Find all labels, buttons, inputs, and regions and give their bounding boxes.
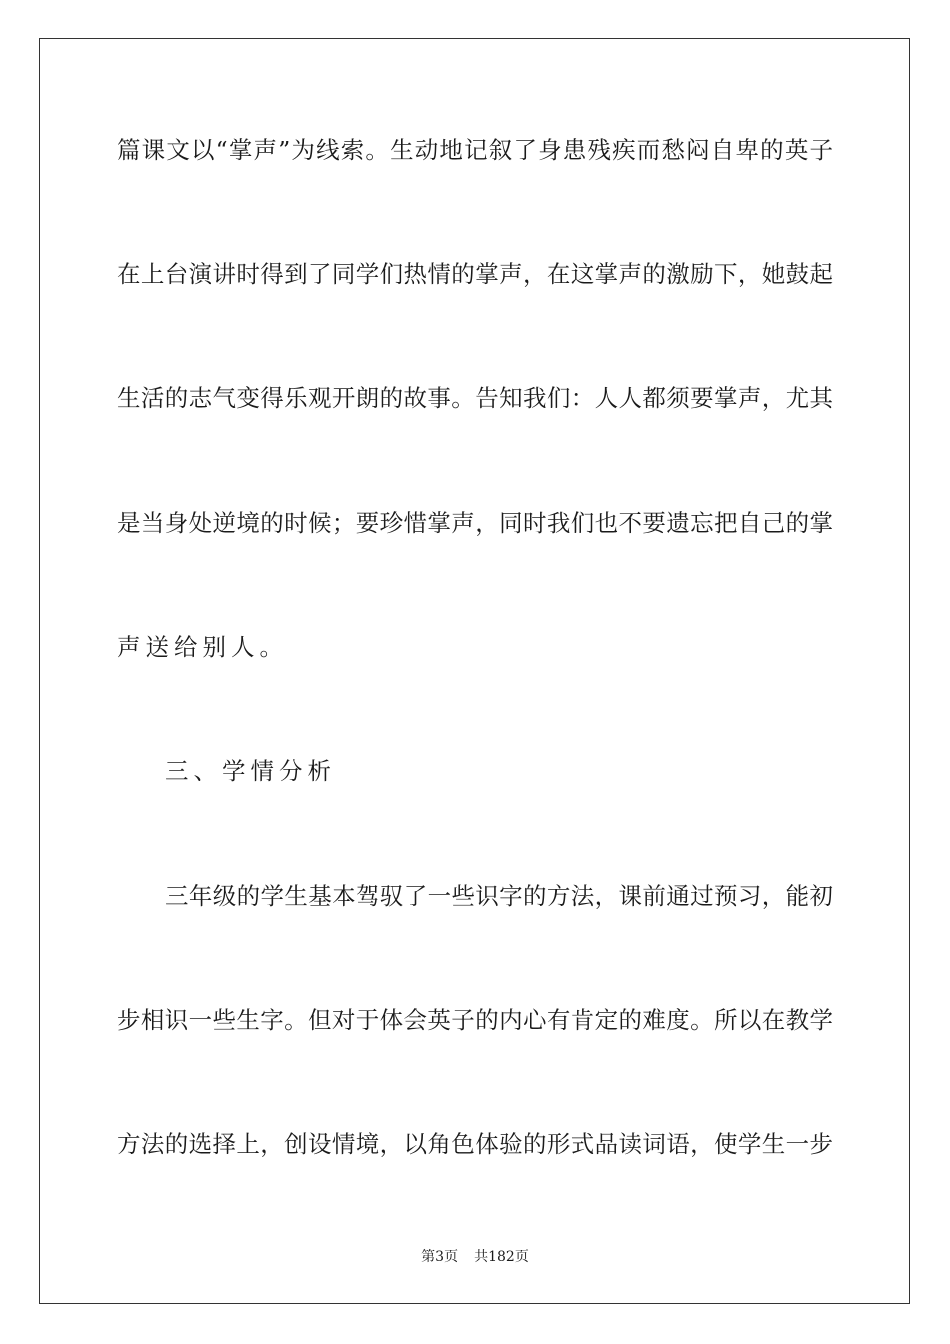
page-footer bbox=[0, 1245, 950, 1269]
page-border bbox=[39, 38, 910, 1304]
paragraph-line-1: 篇课文以“掌声”为线索。生动地记叙了身患残疾而愁闷自卑的英子 bbox=[117, 136, 833, 164]
paragraph2-line-3: 方法的选择上，创设情境，以角色体验的形式品读词语，使学生一步 bbox=[117, 1130, 833, 1158]
paragraph-line-5: 声送给别人。 bbox=[117, 633, 288, 661]
page-total: 共182页 bbox=[474, 1249, 529, 1265]
page-number: 第3页 bbox=[421, 1249, 459, 1265]
paragraph-line-2: 在上台演讲时得到了同学们热情的掌声，在这掌声的激励下，她鼓起 bbox=[117, 260, 833, 288]
paragraph-line-4: 是当身处逆境的时候；要珍惜掌声，同时我们也不要遗忘把自己的掌 bbox=[117, 509, 833, 537]
paragraph2-line-1: 三年级的学生基本驾驭了一些识字的方法，课前通过预习，能初 bbox=[165, 882, 833, 910]
paragraph2-line-2: 步相识一些生字。但对于体会英子的内心有肯定的难度。所以在教学 bbox=[117, 1006, 833, 1034]
section-heading: 三、学情分析 bbox=[165, 757, 336, 785]
paragraph-line-3: 生活的志气变得乐观开朗的故事。告知我们：人人都须要掌声，尤其 bbox=[117, 384, 833, 412]
